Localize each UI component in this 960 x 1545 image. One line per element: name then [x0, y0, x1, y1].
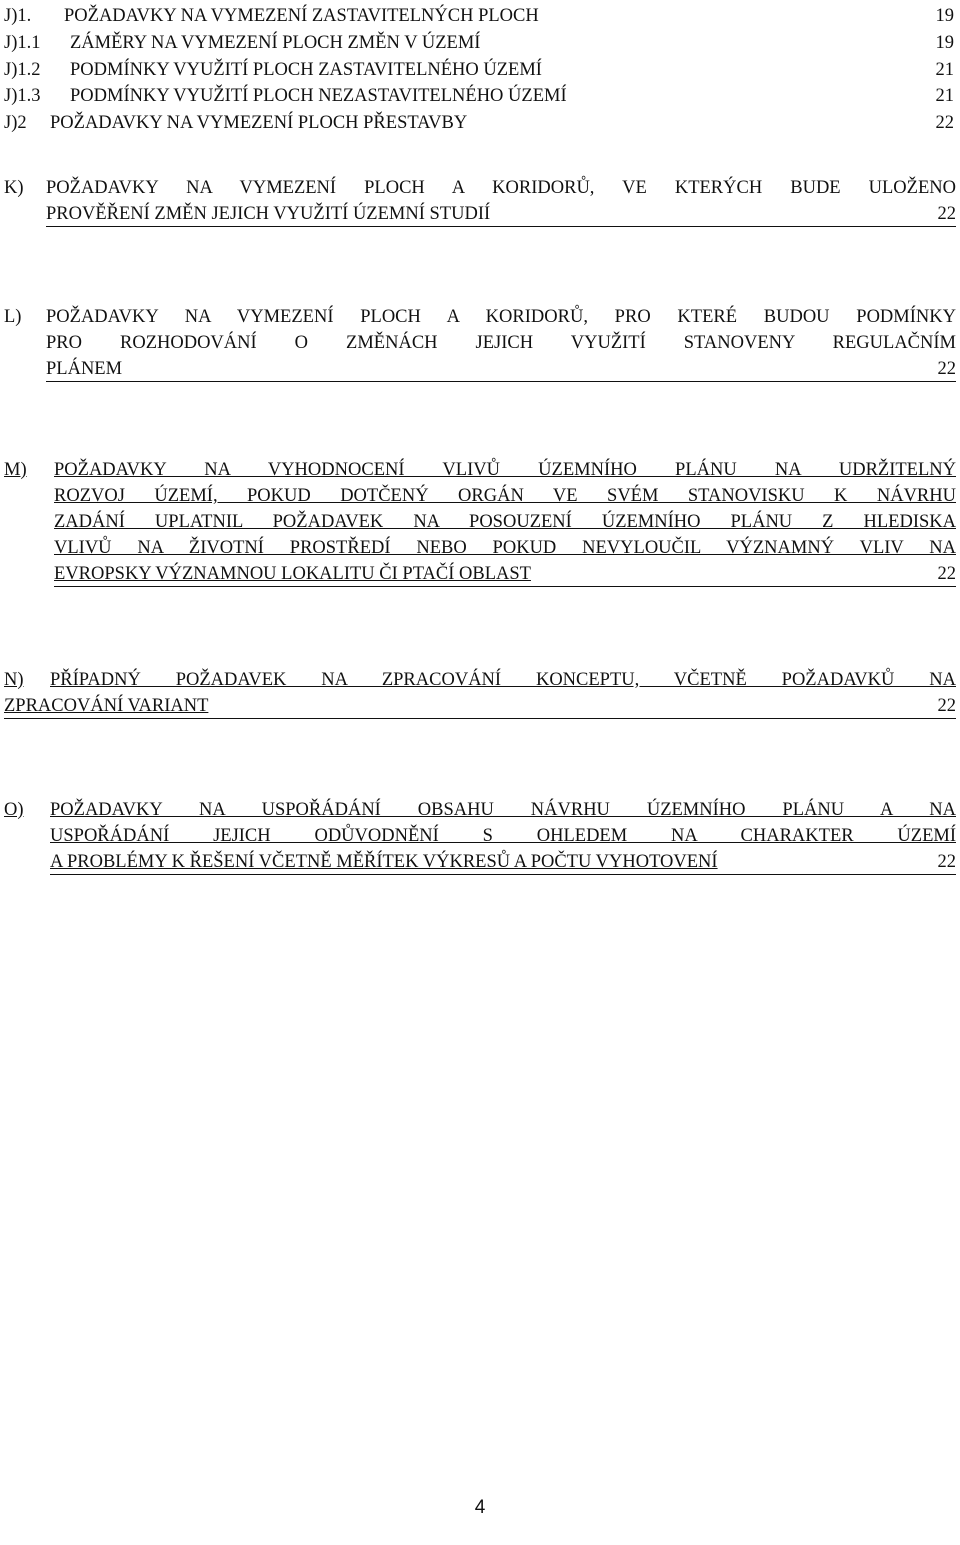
section-line: PROVĚŘENÍ ZMĚN JEJICH VYUŽITÍ ÚZEMNÍ STUDIÍ 22 — [46, 201, 956, 227]
section-page: 22 — [937, 359, 956, 379]
toc-entry-j1-3[interactable] — [4, 84, 956, 108]
entry-title: ZÁMĚRY NA VYMEZENÍ PLOCH ZMĚN V ÚZEMÍ — [70, 33, 481, 53]
entry-code: J)1. — [4, 6, 32, 26]
section-line: POŽADAVKY NA VYMEZENÍ PLOCH A KORIDORŮ, VE KTERÝCH BUDE ULOŽENO — [46, 178, 956, 198]
section-line: USPOŘÁDÁNÍ JEJICH ODŮVODNĚNÍ S OHLEDEM NA CHARAKTER ÚZEMÍ — [50, 826, 956, 846]
toc-entry-j1-1[interactable] — [4, 31, 956, 55]
entry-page: 19 — [935, 33, 954, 53]
toc-entry-j2[interactable] — [4, 111, 956, 135]
entry-code: J)1.1 — [4, 33, 41, 53]
section-line: PŘÍPADNÝ POŽADAVEK NA ZPRACOVÁNÍ KONCEPTU, VČETNĚ POŽADAVKŮ NA — [50, 670, 956, 690]
section-letter: L) — [4, 307, 22, 327]
section-line: ROZVOJ ÚZEMÍ, POKUD DOTČENÝ ORGÁN VE SVÉM STANOVISKU K NÁVRHU — [54, 486, 956, 506]
section-page: 22 — [937, 564, 956, 584]
entry-title: PODMÍNKY VYUŽITÍ PLOCH NEZASTAVITELNÉHO ÚZEMÍ — [70, 86, 567, 106]
section-page: 22 — [937, 204, 956, 224]
toc-section-l[interactable] — [4, 304, 956, 382]
section-line: VLIVŮ NA ŽIVOTNÍ PROSTŘEDÍ NEBO POKUD NEVYLOUČIL VÝZNAMNÝ VLIV NA — [54, 538, 956, 558]
page-number: 4 — [474, 1497, 486, 1518]
entry-title: PODMÍNKY VYUŽITÍ PLOCH ZASTAVITELNÉHO ÚZEMÍ — [70, 60, 542, 80]
entry-code: J)2 — [4, 113, 27, 133]
toc-entry-j1-2[interactable] — [4, 58, 956, 82]
toc-entry-j1[interactable] — [4, 4, 956, 28]
entry-page: 19 — [935, 6, 954, 26]
section-line: POŽADAVKY NA VYHODNOCENÍ VLIVŮ ÚZEMNÍHO PLÁNU NA UDRŽITELNÝ — [54, 460, 956, 480]
section-line: PRO ROZHODOVÁNÍ O ZMĚNÁCH JEJICH VYUŽITÍ STANOVENY REGULAČNÍM — [46, 333, 956, 353]
toc-section-k[interactable] — [4, 175, 956, 227]
section-line: EVROPSKY VÝZNAMNOU LOKALITU ČI PTAČÍ OBLAST 22 — [54, 561, 956, 587]
section-line: A PROBLÉMY K ŘEŠENÍ VČETNĚ MĚŘÍTEK VÝKRESŮ A POČTU VYHOTOVENÍ 22 — [50, 849, 956, 875]
toc-section-n[interactable] — [4, 667, 956, 719]
section-line: PLÁNEM 22 — [46, 356, 956, 382]
entry-title: POŽADAVKY NA VYMEZENÍ ZASTAVITELNÝCH PLOCH — [64, 6, 539, 26]
entry-code: J)1.2 — [4, 60, 41, 80]
section-letter: O) — [4, 800, 24, 820]
entry-code: J)1.3 — [4, 86, 41, 106]
section-letter: K) — [4, 178, 24, 198]
toc-section-m[interactable] — [4, 457, 956, 587]
toc-section-o[interactable] — [4, 797, 956, 875]
section-line: POŽADAVKY NA VYMEZENÍ PLOCH A KORIDORŮ, PRO KTERÉ BUDOU PODMÍNKY — [46, 307, 956, 327]
section-line: POŽADAVKY NA USPOŘÁDÁNÍ OBSAHU NÁVRHU ÚZEMNÍHO PLÁNU A NA — [50, 800, 956, 820]
entry-title: POŽADAVKY NA VYMEZENÍ PLOCH PŘESTAVBY — [50, 113, 468, 133]
entry-page: 21 — [935, 86, 954, 106]
section-letter: N) — [4, 670, 24, 690]
section-letter: M) — [4, 460, 27, 480]
entry-page: 21 — [935, 60, 954, 80]
section-line: ZADÁNÍ UPLATNIL POŽADAVEK NA POSOUZENÍ ÚZEMNÍHO PLÁNU Z HLEDISKA — [54, 512, 956, 532]
section-page: 22 — [937, 852, 956, 872]
section-page: 22 — [937, 696, 956, 716]
section-line: ZPRACOVÁNÍ VARIANT 22 — [4, 693, 956, 719]
entry-page: 22 — [935, 113, 954, 133]
